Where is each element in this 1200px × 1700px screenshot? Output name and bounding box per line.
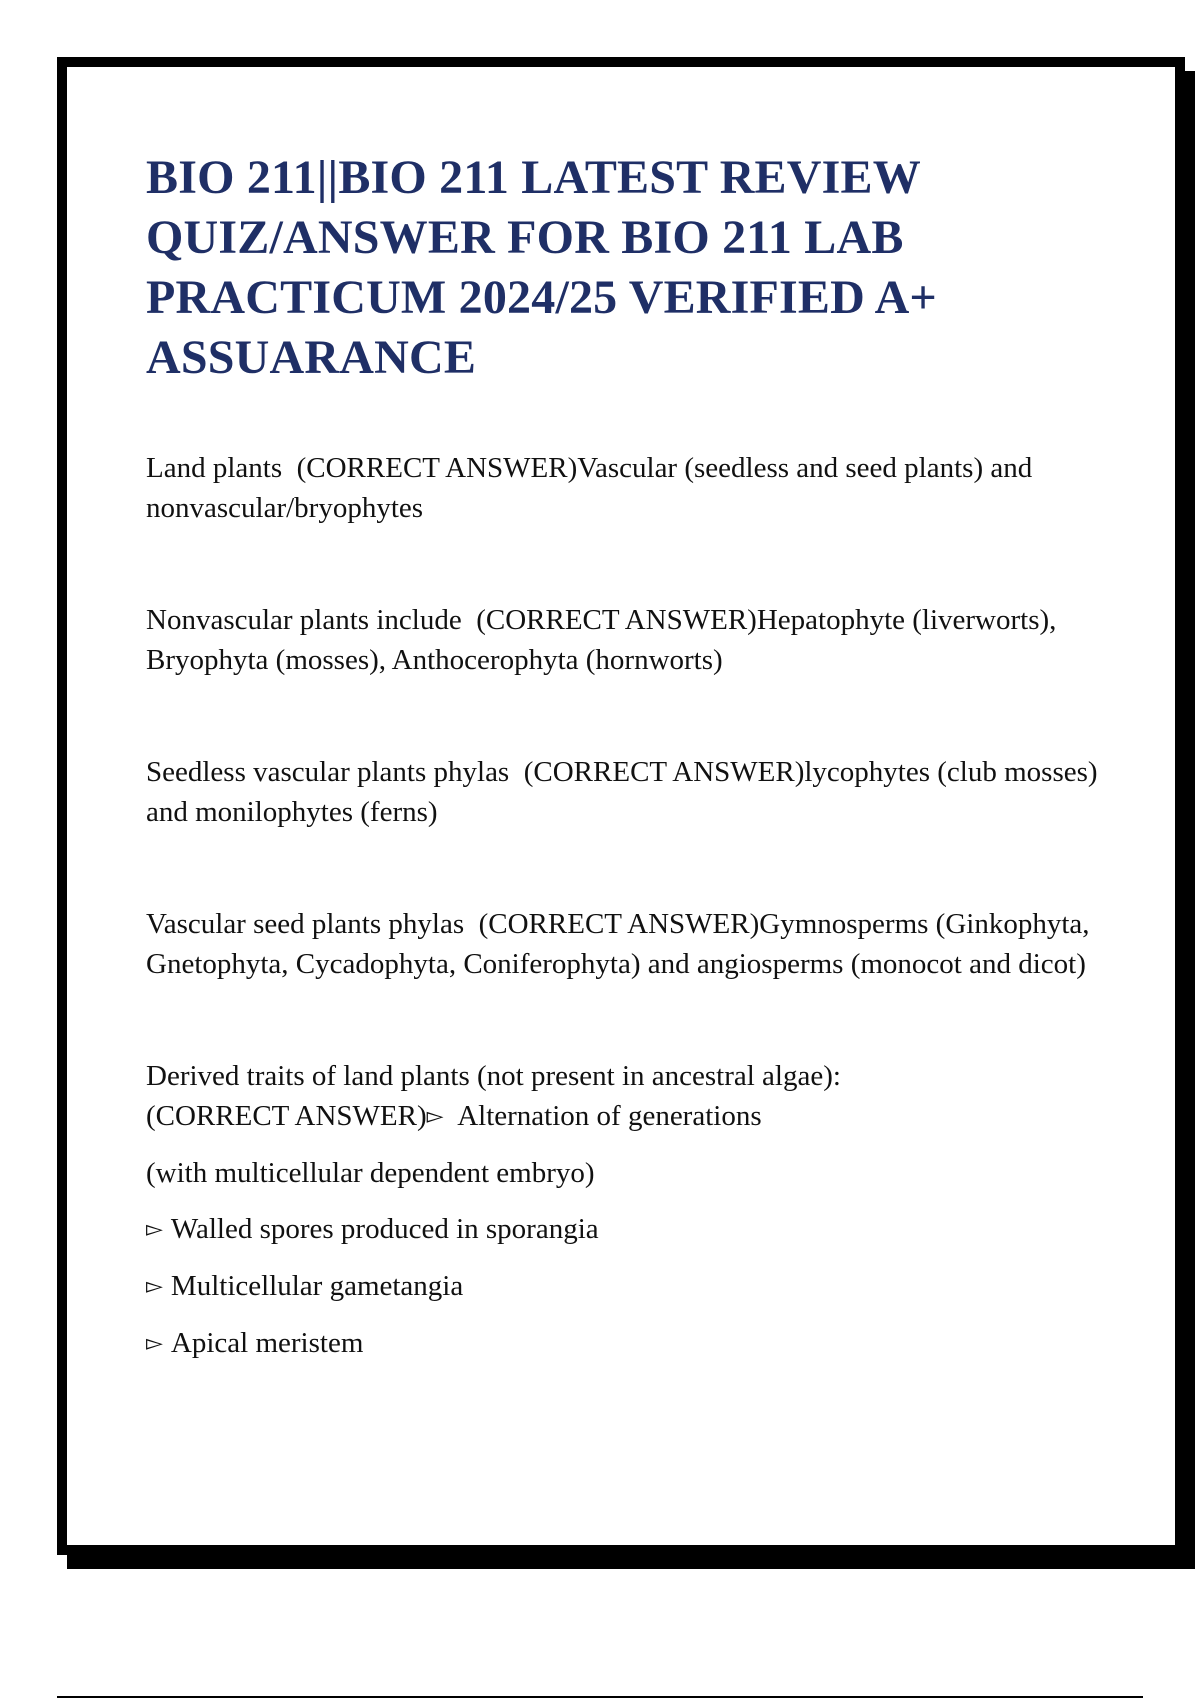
correct-answer-tag: (CORRECT ANSWER) xyxy=(478,908,760,940)
trait-text: Walled spores produced in sporangia xyxy=(170,1213,599,1245)
page-bottom-rule xyxy=(57,1696,1143,1698)
trait-text: Apical meristem xyxy=(170,1327,364,1359)
qa-entry-seedless-vascular xyxy=(146,752,1106,832)
answer-text: Vascular (seedless and seed plants) and nonvascular/bryophytes xyxy=(146,452,1040,524)
answer-text: Hepatophyte (liverworts), Bryophyta (mosses), Anthocerophyta (hornworts) xyxy=(146,604,1064,676)
answer-text: Gymnosperms (Ginkophyta, Gnetophyta, Cycadophyta, Coniferophyta) and angiosperms (monocot and dicot) xyxy=(146,908,1097,980)
question-text: Seedless vascular plants phylas xyxy=(146,756,524,788)
correct-answer-tag: (CORRECT ANSWER) xyxy=(296,452,578,484)
trait-item xyxy=(146,1209,1106,1250)
qa-entry-nonvascular xyxy=(146,600,1106,680)
document-content xyxy=(146,148,1106,1364)
triangle-arrow-icon: ▻ xyxy=(146,1274,163,1299)
triangle-arrow-icon: ▻ xyxy=(146,1331,163,1356)
question-text: Nonvascular plants include xyxy=(146,604,477,636)
qa-entry-land-plants xyxy=(146,448,1106,528)
trait-continuation: (with multicellular dependent embryo) xyxy=(146,1157,595,1189)
trait-item xyxy=(146,1266,1106,1307)
answer-text: Alternation of generations xyxy=(451,1100,762,1132)
question-text: Derived traits of land plants (not present in ancestral algae): xyxy=(146,1060,849,1092)
triangle-arrow-icon: ▻ xyxy=(426,1104,444,1129)
triangle-arrow-icon: ▻ xyxy=(146,1217,163,1242)
answer-text: lycophytes (club mosses) and monilophytes (ferns) xyxy=(146,756,1105,828)
trait-text: Multicellular gametangia xyxy=(170,1270,464,1302)
document-title: BIO 211||BIO 211 LATEST REVIEW QUIZ/ANSWER FOR BIO 211 LAB PRACTICUM 2024/25 VERIFIED A+ ASSUARANCE xyxy=(146,151,937,384)
correct-answer-tag: (CORRECT ANSWER) xyxy=(476,604,757,636)
question-text: Land plants xyxy=(146,452,297,484)
correct-answer-tag: (CORRECT ANSWER) xyxy=(146,1100,427,1132)
qa-entry-derived-traits xyxy=(146,1056,1106,1137)
question-text: Vascular seed plants phylas xyxy=(146,908,479,940)
correct-answer-tag: (CORRECT ANSWER) xyxy=(523,756,805,788)
trait-item xyxy=(146,1323,1106,1364)
qa-entry-vascular-seed xyxy=(146,904,1106,984)
